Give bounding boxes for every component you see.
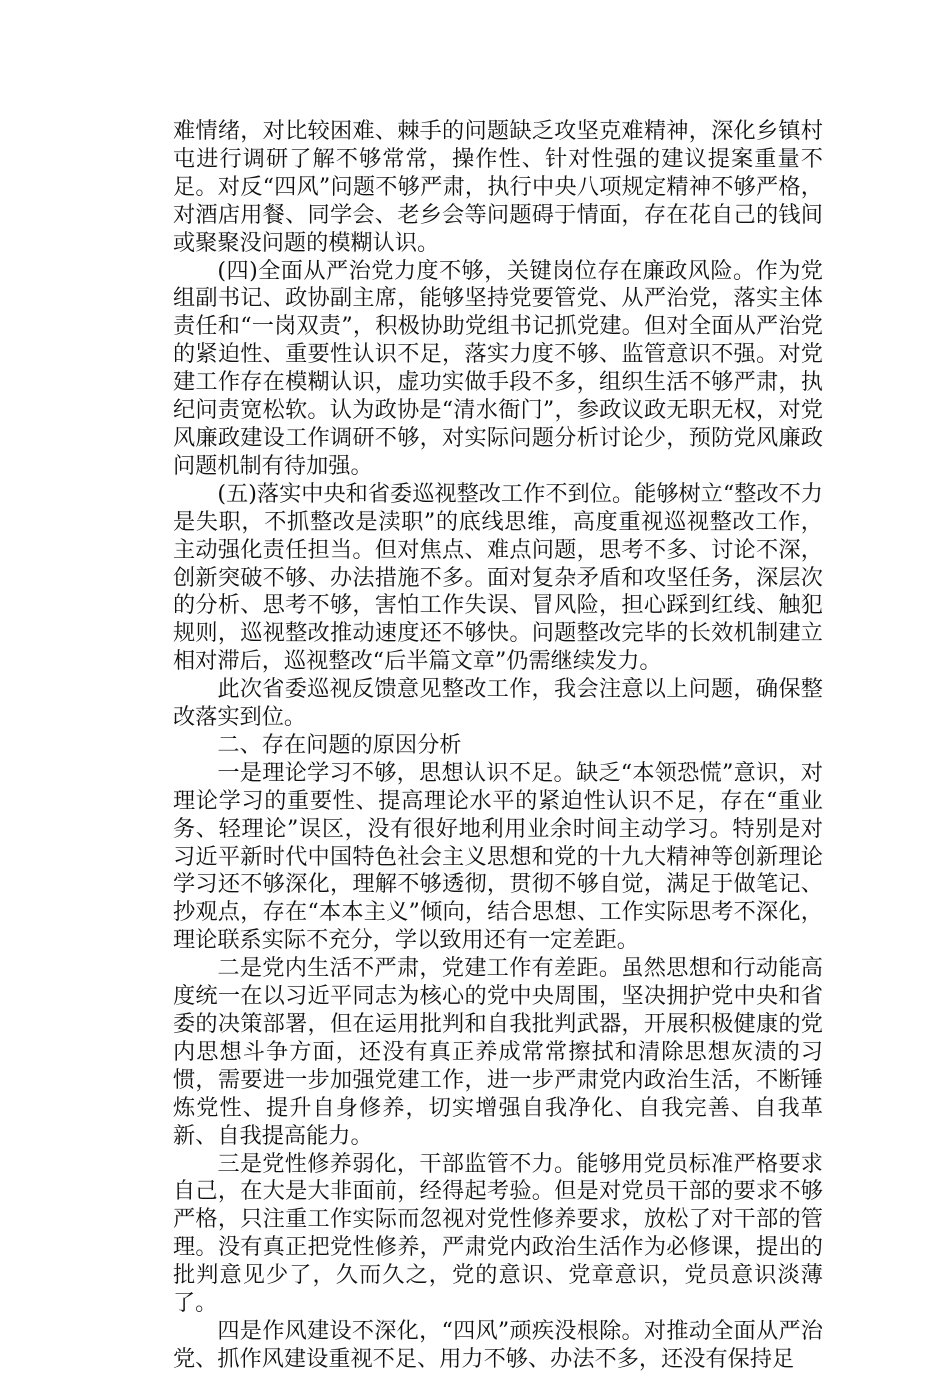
document-page (173, 118, 823, 1374)
paragraph-section-four: (四)全面从严治党力度不够，关键岗位存在廉政风险。作为党组副书记、政协副主席，能够坚持党要管党、从严治党，落实主体责任和“一岗双责”，积极协助党组书记抓党建。但对全面从严治党的紧迫性、重要性认识不足，落实力度不够、监管意识不强。对党建工作存在模糊认识，虚功实做手段不多，组织生活不够严肃，执纪问责宽松软。认为政协是“清水衙门”，参政议政无职无权，对党风廉政建设工作调研不够，对实际问题分析讨论少，预防党风廉政问题机制有待加强。 (173, 257, 823, 479)
paragraph-cause-four: 四是作风建设不深化，“四风”顽疾没根除。对推动全面从严治党、抓作风建设重视不足、用力不够、办法不多，还没有保持足 (173, 1317, 823, 1372)
section-heading-cause-analysis: 二、存在问题的原因分析 (217, 731, 462, 758)
paragraph-section-five: (五)落实中央和省委巡视整改工作不到位。能够树立“整改不力是失职，不抓整改是渎职”的底线思维，高度重视巡视整改工作，主动强化责任担当。但对焦点、难点问题，思考不多、讨论不深，创新突破不够、办法措施不多。面对复杂矛盾和攻坚任务，深层次的分析、思考不够，害怕工作失误、冒风险，担心踩到红线、触犯规则，巡视整改推动速度还不够快。问题整改完毕的长效机制建立相对滞后，巡视整改“后半篇文章”仍需继续发力。 (173, 480, 823, 675)
paragraph-cause-three: 三是党性修养弱化，干部监管不力。能够用党员标准严格要求自己，在大是大非面前，经得起考验。但是对党员干部的要求不够严格，只注重工作实际而忽视对党性修养要求，放松了对干部的管理。没有真正把党性修养，严肃党内政治生活作为必修课，提出的批判意见少了，久而久之，党的意识、党章意识，党员意识淡薄了。 (173, 1150, 823, 1317)
paragraph-cause-two: 二是党内生活不严肃，党建工作有差距。虽然思想和行动能高度统一在以习近平同志为核心的党中央周围，坚决拥护党中央和省委的决策部署，但在运用批判和自我批判武器，开展积极健康的党内思想斗争方面，还没有真正养成常常擦拭和清除思想灰渍的习惯，需要进一步加强党建工作，进一步严肃党内政治生活，不断锤炼党性、提升自身修养，切实增强自我净化、自我完善、自我革新、自我提高能力。 (173, 955, 823, 1149)
paragraph-cause-one: 一是理论学习不够，思想认识不足。缺乏“本领恐慌”意识，对理论学习的重要性、提高理论水平的紧迫性认识不足，存在“重业务、轻理论”误区，没有很好地利用业余时间主动学习。特别是对习近平新时代中国特色社会主义思想和党的十九大精神等创新理论学习还不够深化，理解不够透彻，贯彻不够自觉，满足于做笔记、抄观点，存在“本本主义”倾向，结合思想、工作实际思考不深化，理论联系实际不充分，学以致用还有一定差距。 (173, 759, 823, 954)
paragraph-rectification-note: 此次省委巡视反馈意见整改工作，我会注意以上问题，确保整改落实到位。 (173, 676, 823, 731)
paragraph-continuation: 难情绪，对比较困难、棘手的问题缺乏攻坚克难精神，深化乡镇村屯进行调研了解不够常常，操作性、针对性强的建议提案重量不足。对反“四风”问题不够严肃，执行中央八项规定精神不够严格，对酒店用餐、同学会、老乡会等问题碍于情面，存在花自己的钱间或聚聚没问题的模糊认识。 (173, 118, 823, 256)
